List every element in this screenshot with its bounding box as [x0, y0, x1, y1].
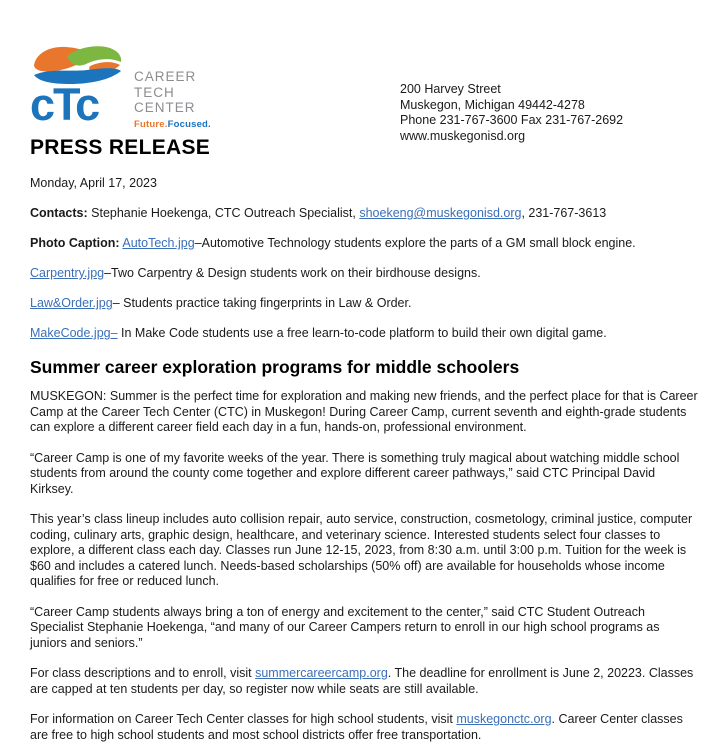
bold-label: Photo Caption:: [30, 236, 120, 250]
text-run: Monday, April 17, 2023: [30, 176, 157, 190]
logo-name-line: CAREER: [134, 69, 197, 84]
text-run: –Automotive Technology students explore the parts of a GM small block engine.: [194, 236, 636, 250]
ctc-logo-text: [134, 69, 211, 130]
article-paragraph-1: [30, 389, 698, 436]
logo-tagline-future: Future.: [134, 118, 168, 130]
address-block: [400, 82, 623, 144]
link-makecode-jpg[interactable]: MakeCode.jpg–: [30, 326, 118, 340]
text-run: –Two Carpentry & Design students work on their birdhouse designs.: [104, 266, 481, 280]
text-run: For class descriptions and to enroll, visit: [30, 666, 256, 680]
article-paragraph-2: [30, 451, 698, 498]
address-street: 200 Harvey Street: [400, 82, 501, 96]
address-phone-fax: Phone 231-767-3600 Fax 231-767-2692: [400, 113, 624, 127]
address-city: Muskegon, Michigan 49442-4278: [400, 97, 585, 112]
address-website: www.muskegonisd.org: [400, 128, 526, 143]
link-shoekeng-muskegonisd-org[interactable]: shoekeng@muskegonisd.org: [359, 206, 522, 220]
press-release-title: PRESS RELEASE: [30, 136, 211, 159]
text-run: This year’s class lineup includes auto collision repair, auto service, construction, cosmetology, criminal justice, computer coding, culinary arts, graphic design, healthcare, and veterinary science. Interested students select four classes to explore, a different class each day. Classes run June 12-15, 2023, from 8:30 a.m. until 3:00 p.m. Tuition for the week is $60 and includes a catered lunch. Needs-based scholarships (50% off) are available for households whose income qualifies for free or reduced lunch.: [30, 512, 693, 588]
text-run: “Career Camp is one of my favorite weeks of the year. There is something truly magical about watching middle school students from around the county come together and explore different career pathways,” said CTC Principal David Kirksey.: [30, 450, 680, 496]
photo-caption-laworder: [30, 296, 698, 312]
ctc-logo: [30, 44, 211, 130]
article-headline: Summer career exploration programs for middle schoolers: [30, 357, 520, 377]
article-paragraph-6: [30, 712, 698, 743]
text-run: Stephanie Hoekenga, CTC Outreach Specialist,: [87, 206, 360, 220]
photo-caption-autotech: [30, 236, 698, 252]
contacts-line: [30, 206, 698, 222]
logo-tagline: [134, 119, 211, 130]
link-autotech-jpg[interactable]: AutoTech.jpg: [122, 236, 195, 250]
photo-caption-carpentry: [30, 266, 698, 282]
article-paragraphs: [30, 389, 698, 743]
link-summercareercamp-org[interactable]: summercareercamp.org: [255, 666, 388, 680]
text-run: In Make Code students use a free learn-to-code platform to build their own digital game.: [117, 326, 607, 340]
text-run: For information on Career Tech Center classes for high school students, visit: [30, 712, 457, 726]
logo-tagline-focused: Focused.: [167, 118, 211, 130]
logo-name-line: CENTER: [134, 100, 196, 115]
date-line: [30, 176, 698, 192]
bold-label: Contacts:: [30, 206, 88, 220]
article-paragraph-5: [30, 666, 698, 697]
article-paragraph-4: [30, 605, 698, 652]
logo-name-line: TECH: [134, 84, 175, 100]
document-body: [30, 176, 698, 754]
lead-lines: [30, 176, 698, 342]
text-run: – Students practice taking fingerprints in Law & Order.: [112, 296, 412, 310]
link-law-order-jpg[interactable]: Law&Order.jpg: [30, 296, 113, 310]
link-muskegonctc-org[interactable]: muskegonctc.org: [456, 712, 552, 726]
text-run: . Career Center classes are free to high school students and most school districts offer free transportation.: [30, 712, 683, 742]
ctc-letters: cTc: [30, 79, 99, 124]
text-run: , 231-767-3613: [521, 206, 607, 220]
text-run: MUSKEGON: Summer is the perfect time for exploration and making new friends, and the perfect place for that is Career Camp at the Career Tech Center (CTC) in Muskegon! During Career Camp, current seventh and eighth-grade students can explore a different career field each day in a fun, hands-on, professional environment.: [30, 389, 698, 434]
article-paragraph-3: [30, 512, 698, 590]
text-run: “Career Camp students always bring a ton of energy and excitement to the center,” said CTC Student Outreach Specialist Stephanie Hoekenga, “and many of our Career Campers return to enroll in our high school programs as juniors and seniors.”: [30, 604, 660, 650]
ctc-logo-mark: [30, 44, 125, 124]
text-run: . The deadline for enrollment is June 2, 20223. Classes are capped at ten students per day, so register now while seats are still available.: [30, 666, 694, 696]
photo-caption-makecode: [30, 326, 698, 342]
link-carpentry-jpg[interactable]: Carpentry.jpg: [30, 266, 105, 280]
